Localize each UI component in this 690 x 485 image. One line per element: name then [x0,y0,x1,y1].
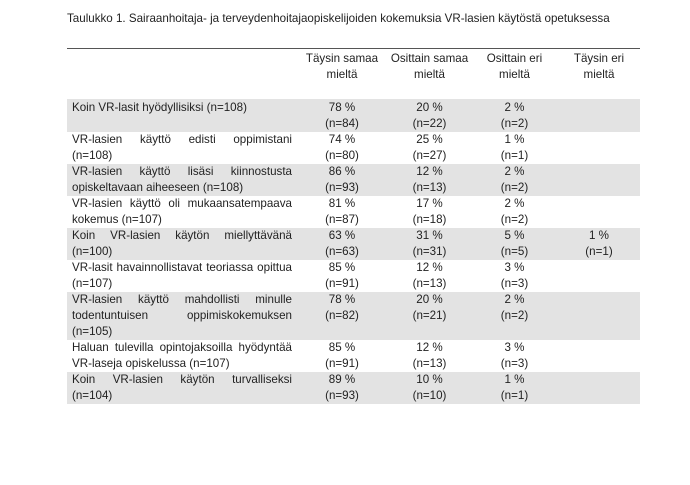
cell-partly-agree [388,99,471,132]
row-statement: VR-lasien käyttö mahdollisti minulle todentuntuisen oppimiskokemuksen (n=105) [67,292,296,340]
row-statement: VR-lasien käyttö edisti oppimistani (n=108) [72,133,292,162]
cell-percent: 78 % [328,101,356,114]
results-table [67,49,640,404]
cell-count: (n=84) [325,117,359,130]
cell-partly-agree [388,132,471,164]
cell-partly-agree [388,340,471,372]
cell-percent: 12 % [416,261,443,274]
cell-percent: 10 % [416,373,443,386]
row-statement: Koin VR-lasit hyödyllisiksi (n=108) [67,99,296,132]
cell-partly-disagree [471,372,558,404]
cell-percent: 85 % [328,341,356,354]
cell-partly-disagree [471,132,558,164]
cell-fully-disagree [558,372,640,404]
table-row [67,99,640,132]
cell-percent: 12 % [416,165,443,178]
cell-partly-agree [388,292,471,340]
cell-count: (n=10) [412,389,447,402]
cell-fully-agree [296,132,388,164]
cell-count: (n=13) [412,277,447,290]
row-statement: VR-lasit havainnollistavat teoriassa opittua (n=107) [72,261,292,290]
cell-fully-disagree [558,132,640,164]
cell-count: (n=27) [412,149,447,162]
cell-percent: 17 % [416,197,443,210]
cell-count: (n=1) [500,149,529,162]
table-header-row [67,49,640,99]
cell-count: (n=91) [325,357,359,370]
cell-count: (n=21) [412,309,447,322]
cell-partly-disagree [471,228,558,260]
cell-percent: 86 % [328,165,356,178]
cell-percent: 1 % [504,373,525,386]
cell-percent: 74 % [328,133,356,146]
cell-count: (n=2) [500,181,529,194]
table-row [67,372,640,404]
table-row [67,164,640,196]
cell-fully-agree [296,164,388,196]
cell-percent: 5 % [504,229,525,242]
cell-count: (n=1) [585,245,613,258]
cell-percent: 85 % [328,261,356,274]
table-row [67,260,640,292]
cell-percent: 1 % [504,133,525,146]
results-table-container [67,48,640,404]
cell-percent: 81 % [328,197,356,210]
cell-percent: 3 % [504,261,525,274]
cell-count: (n=2) [500,213,529,226]
row-statement: VR-lasien käyttö oli mukaansatempaava kokemus (n=107) [72,197,292,226]
cell-count: (n=18) [412,213,447,226]
table-row [67,196,640,228]
row-statement: Koin VR-lasien käytön turvalliseksi (n=104) [67,372,296,404]
cell-count: (n=63) [325,245,359,258]
cell-count: (n=3) [500,277,529,290]
cell-percent: 2 % [504,101,525,114]
table-row [67,292,640,340]
cell-count: (n=80) [325,149,359,162]
cell-percent: 3 % [504,341,525,354]
cell-partly-agree [388,228,471,260]
cell-percent: 20 % [416,101,443,114]
cell-partly-disagree [471,340,558,372]
row-statement: Haluan tulevilla opintojaksoilla hyödyntää VR-laseja opiskelussa (n=107) [72,341,292,370]
cell-percent: 63 % [328,229,356,242]
cell-fully-disagree [558,260,640,292]
cell-count: (n=5) [500,245,529,258]
cell-percent: 1 % [589,229,609,242]
cell-count: (n=93) [325,181,359,194]
cell-count: (n=87) [325,213,359,226]
header-statement [67,49,296,99]
cell-count: (n=13) [412,181,447,194]
table-row [67,228,640,260]
cell-fully-agree [296,340,388,372]
cell-fully-disagree [558,228,640,260]
cell-count: (n=91) [325,277,359,290]
header-fully-disagree: Täysin eri mieltä [573,52,625,81]
cell-percent: 2 % [504,293,525,306]
cell-count: (n=93) [325,389,359,402]
cell-count: (n=1) [500,389,529,402]
cell-fully-disagree [558,292,640,340]
cell-partly-agree [388,164,471,196]
cell-count: (n=31) [412,245,447,258]
cell-fully-agree [296,372,388,404]
cell-partly-disagree [471,99,558,132]
row-statement: VR-lasien käyttö lisäsi kiinnostusta opiskeltavaan aiheeseen (n=108) [67,164,296,196]
cell-percent: 89 % [328,373,356,386]
cell-fully-disagree [558,99,640,132]
cell-count: (n=2) [500,309,529,322]
cell-count: (n=3) [500,357,529,370]
table-caption: Taulukko 1. Sairaanhoitaja- ja terveydenhoitajaopiskelijoiden kokemuksia VR-lasien käytöstä opetuksessa [67,12,610,25]
cell-percent: 20 % [416,293,443,306]
cell-partly-disagree [471,292,558,340]
row-statement: Koin VR-lasien käytön miellyttävänä (n=100) [67,228,296,260]
header-fully-agree: Täysin samaa mieltä [305,52,379,81]
cell-partly-disagree [471,196,558,228]
cell-count: (n=22) [412,117,447,130]
cell-partly-agree [388,196,471,228]
cell-fully-agree [296,99,388,132]
cell-count: (n=13) [412,357,447,370]
cell-fully-agree [296,196,388,228]
cell-percent: 78 % [328,293,356,306]
header-partly-agree: Osittain samaa mieltä [390,52,469,81]
cell-partly-agree [388,372,471,404]
table-row [67,340,640,372]
cell-partly-agree [388,260,471,292]
cell-partly-disagree [471,260,558,292]
cell-percent: 2 % [504,165,525,178]
table-row [67,132,640,164]
cell-count: (n=82) [325,309,359,322]
cell-fully-agree [296,292,388,340]
cell-percent: 12 % [416,341,443,354]
cell-partly-disagree [471,164,558,196]
cell-fully-agree [296,228,388,260]
cell-percent: 2 % [504,197,525,210]
header-partly-disagree: Osittain eri mieltä [486,52,543,81]
cell-fully-agree [296,260,388,292]
cell-count: (n=2) [500,117,529,130]
cell-percent: 31 % [416,229,443,242]
cell-percent: 25 % [416,133,443,146]
cell-fully-disagree [558,196,640,228]
cell-fully-disagree [558,164,640,196]
cell-fully-disagree [558,340,640,372]
